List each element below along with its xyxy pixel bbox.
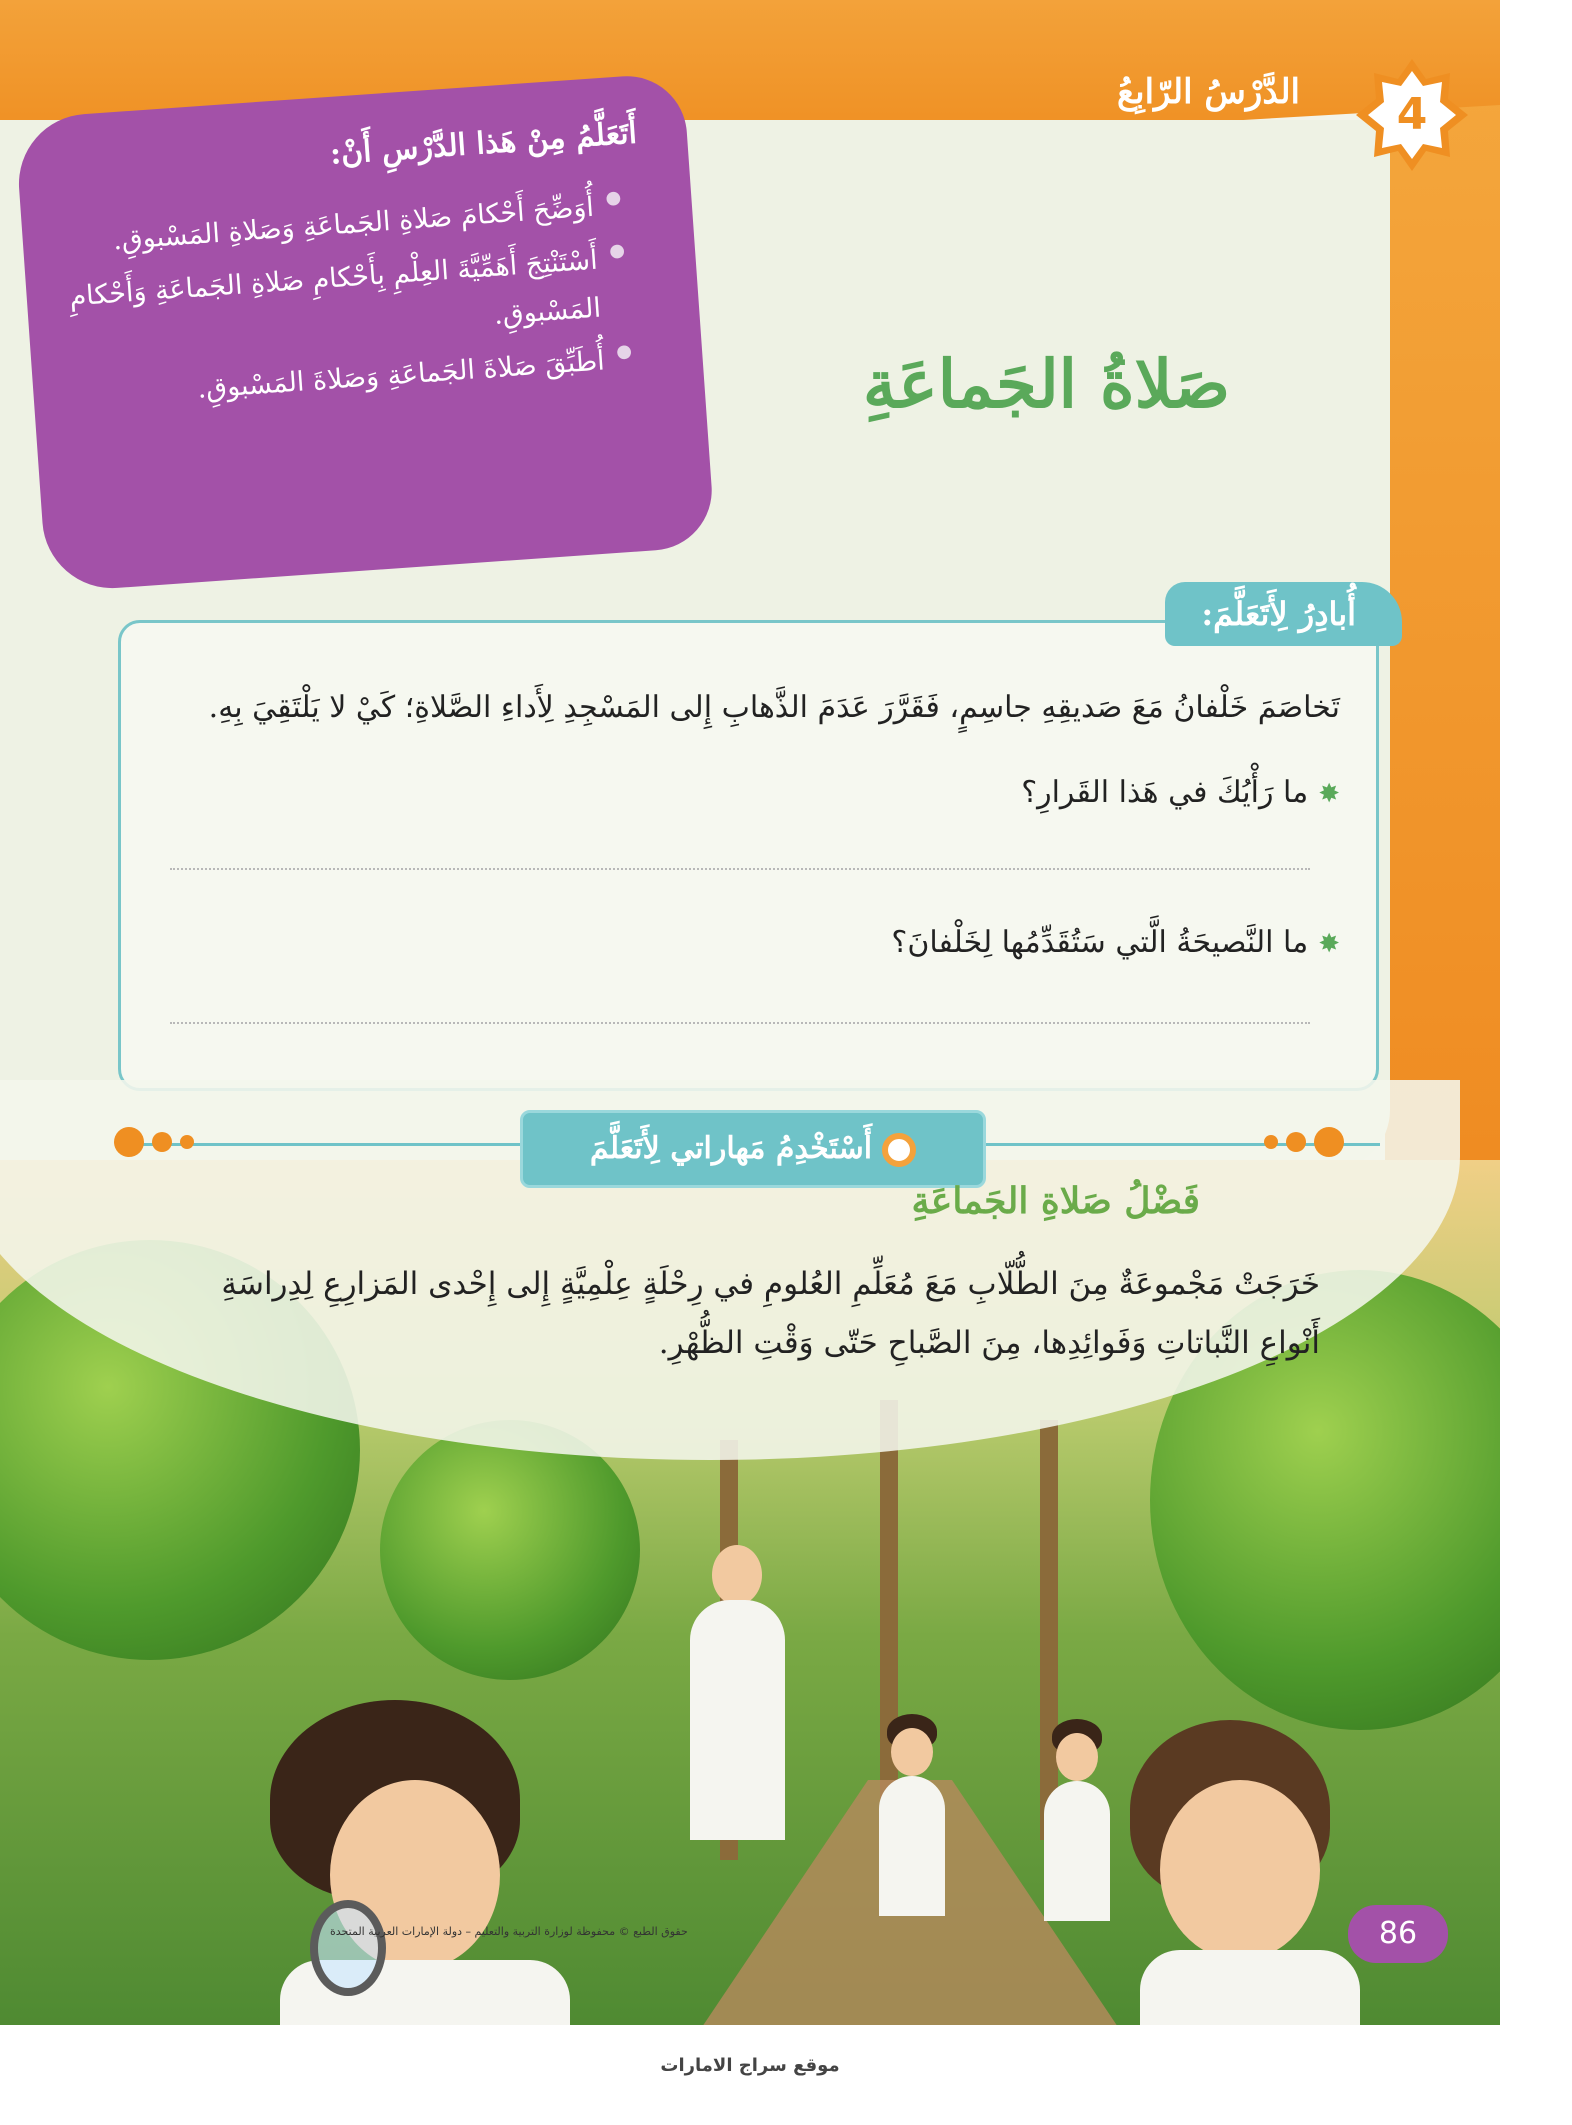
star-bullet-icon: ✸ xyxy=(1318,779,1340,809)
star-bullet-icon: ✸ xyxy=(1318,929,1340,959)
lesson-number-badge xyxy=(1352,55,1472,175)
lesson-number: 4 xyxy=(1396,89,1428,140)
section-story: خَرَجَتْ مَجْموعَةٌ مِنَ الطُّلّابِ مَعَ مُعَلِّمِ العُلومِ في رِحْلَةٍ عِلْمِيَّةٍ إِلى إِحْدى المَزارِعِ لِدِراسَةِ أَنْواعِ النَّباتاتِ وَفَوائِدِها، مِنَ الصَّباحِ حَتّى وَقْتِ الظُّهْرِ. xyxy=(221,1266,1320,1361)
skills-ribbon xyxy=(520,1110,986,1188)
footer-site-name: موقع سراج الامارات xyxy=(660,2055,840,2076)
lesson-title: صَلاةُ الجَماعَةِ xyxy=(862,345,1230,423)
warmup-scenario: تَخاصَمَ خَلْفانُ مَعَ صَديقِهِ جاسِمٍ، فَقَرَّرَ عَدَمَ الذَّهابِ إِلى المَسْجِدِ لِأَداءِ الصَّلاةِ؛ كَيْ لا يَلْتَقِيَ بِهِ. xyxy=(208,690,1340,725)
question-2 xyxy=(891,925,1340,960)
skills-label: أَسْتَخْدِمُ مَهاراتي لِأَتَعَلَّمَ xyxy=(589,1131,873,1166)
copyright-note: حقوق الطبع © محفوظة لوزارة التربية والتعليم – دولة الإمارات العربية المتحدة xyxy=(330,1925,688,1938)
objective-item: ● أَسْتَنْتِجَ أَهَمِّيَّةَ العِلْمِ بِأَحْكامِ صَلاةِ الجَماعَةِ وَأَحْكامِ المَسْبوقِ. xyxy=(65,235,630,368)
page-number: 86 xyxy=(1348,1905,1448,1963)
objectives-list xyxy=(61,180,654,421)
answer-line[interactable] xyxy=(170,868,1310,870)
objectives-heading: أَتَعَلَّمُ مِنْ هَذا الدَّرْسِ أَنْ: xyxy=(328,115,638,172)
question-1 xyxy=(1021,775,1340,810)
objective-item: ● أُطَبِّقَ صَلاةَ الجَماعَةِ وَصَلاةَ المَسْبوقِ. xyxy=(72,335,634,421)
answer-line[interactable] xyxy=(170,1022,1310,1024)
section-subtitle: فَضْلُ صَلاةِ الجَماعَةِ xyxy=(911,1180,1200,1222)
dots-left xyxy=(110,1127,198,1157)
dot xyxy=(1314,1127,1344,1157)
magnifier-icon xyxy=(310,1900,386,1996)
gear-icon xyxy=(882,1133,916,1167)
dot xyxy=(152,1132,172,1152)
lesson-label: الدَّرْسُ الرّابِعُ xyxy=(1117,72,1300,112)
objective-item: ● أُوَضِّحَ أَحْكامَ صَلاةِ الجَماعَةِ وَصَلاةِ المَسْبوقِ. xyxy=(61,182,623,268)
tree-illustration xyxy=(380,1420,640,1680)
question-text: ما رَأْيُكَ في هَذا القَرارِ؟ xyxy=(1021,775,1309,810)
palm-trunk xyxy=(1040,1420,1058,1840)
dot xyxy=(1264,1135,1278,1149)
dot xyxy=(180,1135,194,1149)
dots-right xyxy=(1260,1127,1348,1157)
objectives-box xyxy=(14,72,716,593)
dot xyxy=(114,1127,144,1157)
palm-trunk xyxy=(880,1400,898,1840)
question-text: ما النَّصيحَةُ الَّتي سَتُقَدِّمُها لِخَلْفانَ؟ xyxy=(891,925,1309,960)
dot xyxy=(1286,1132,1306,1152)
warmup-tab: أُبادِرُ لِأَتَعَلَّمَ: xyxy=(1165,582,1402,646)
